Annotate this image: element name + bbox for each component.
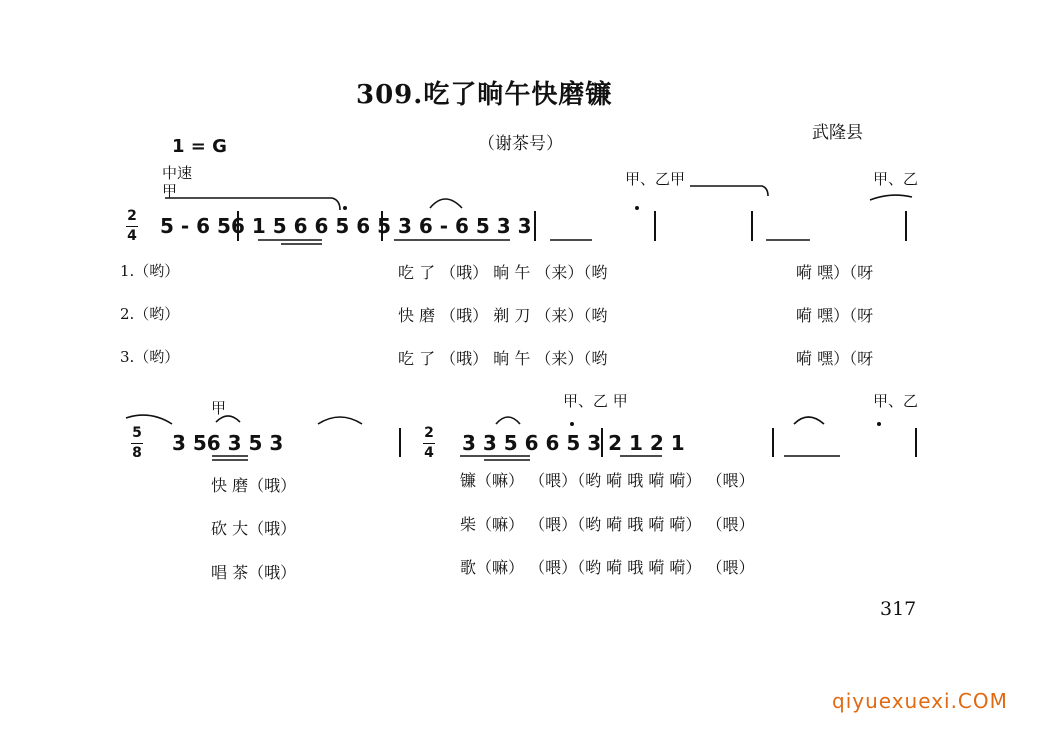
lyric-line: 嗬 嘿）（呀 <box>796 306 874 325</box>
lyric-line: 吃 了 （哦） 晌 午 （来）（哟 <box>398 349 608 368</box>
lyric-line: 唱 茶（哦） <box>211 563 297 582</box>
notation-line-2a: 3 56 3 5 3 <box>172 431 284 455</box>
slur <box>496 417 520 424</box>
voice-annotation: 甲、乙 <box>873 170 919 188</box>
slur <box>126 415 172 424</box>
slur <box>870 195 912 200</box>
key-signature: 1 = G <box>172 136 227 157</box>
slur <box>430 199 462 208</box>
site-watermark: qiyuexuexi.COM <box>832 689 1008 713</box>
voice-label: 甲 <box>162 182 178 200</box>
voice-annotation: 甲、乙甲 <box>625 170 686 188</box>
voice-annotation: 甲、乙 甲 <box>563 392 628 410</box>
voice-annotation: 甲、乙 <box>873 392 919 410</box>
lyric-line: 嗬 嘿）（呀 <box>796 263 874 282</box>
region-label: 武隆县 <box>812 123 863 143</box>
lyric-line: 吃 了 （哦） 晌 午 （来）（哟 <box>398 263 608 282</box>
verse-number: 1.（哟） <box>120 262 180 280</box>
voice-annotation: 甲 <box>211 399 227 417</box>
time-signature-top: 2 <box>127 208 137 224</box>
slur <box>318 417 362 424</box>
time-signature-bottom: 8 <box>132 445 142 461</box>
slur <box>794 417 824 424</box>
octave-dot <box>343 206 347 210</box>
lyric-line: 柴（嘛） （喂）（哟 嗬 哦 嗬 嗬） （喂） <box>460 515 755 534</box>
lyric-line: 砍 大（哦） <box>211 519 297 538</box>
lyric-line: 快 磨（哦） <box>211 476 297 495</box>
slur <box>690 186 768 196</box>
lyric-line: 嗬 嘿）（呀 <box>796 349 874 368</box>
song-title: 309.吃了晌午快磨镰 <box>356 80 613 110</box>
song-subtitle: （谢茶号） <box>478 134 563 154</box>
time-signature-bottom: 4 <box>127 228 137 244</box>
octave-dot <box>635 206 639 210</box>
lyric-line: 快 磨 （哦） 剃 刀 （来）（哟 <box>398 306 608 325</box>
slur <box>216 416 240 422</box>
page-number: 317 <box>880 598 917 620</box>
notation-line-1: 5 - 6 56 1 5 6 6 5 6 5 3 6 - 6 5 3 3 <box>160 214 532 238</box>
slur <box>165 198 340 210</box>
time-signature-bottom: 4 <box>424 445 434 461</box>
verse-number: 3.（哟） <box>120 348 180 366</box>
time-signature-top: 2 <box>424 425 434 441</box>
octave-dot <box>877 422 881 426</box>
lyric-line: 歌（嘛） （喂）（哟 嗬 哦 嗬 嗬） （喂） <box>460 558 755 577</box>
octave-dot <box>570 422 574 426</box>
verse-number: 2.（哟） <box>120 305 180 323</box>
tempo-marking: 中速 <box>162 164 193 182</box>
time-signature-top: 5 <box>132 425 142 441</box>
notation-line-2b: 3 3 5 6 6 5 3 2 1 2 1 <box>462 431 685 455</box>
lyric-line: 镰（嘛） （喂）（哟 嗬 哦 嗬 嗬） （喂） <box>460 471 755 490</box>
